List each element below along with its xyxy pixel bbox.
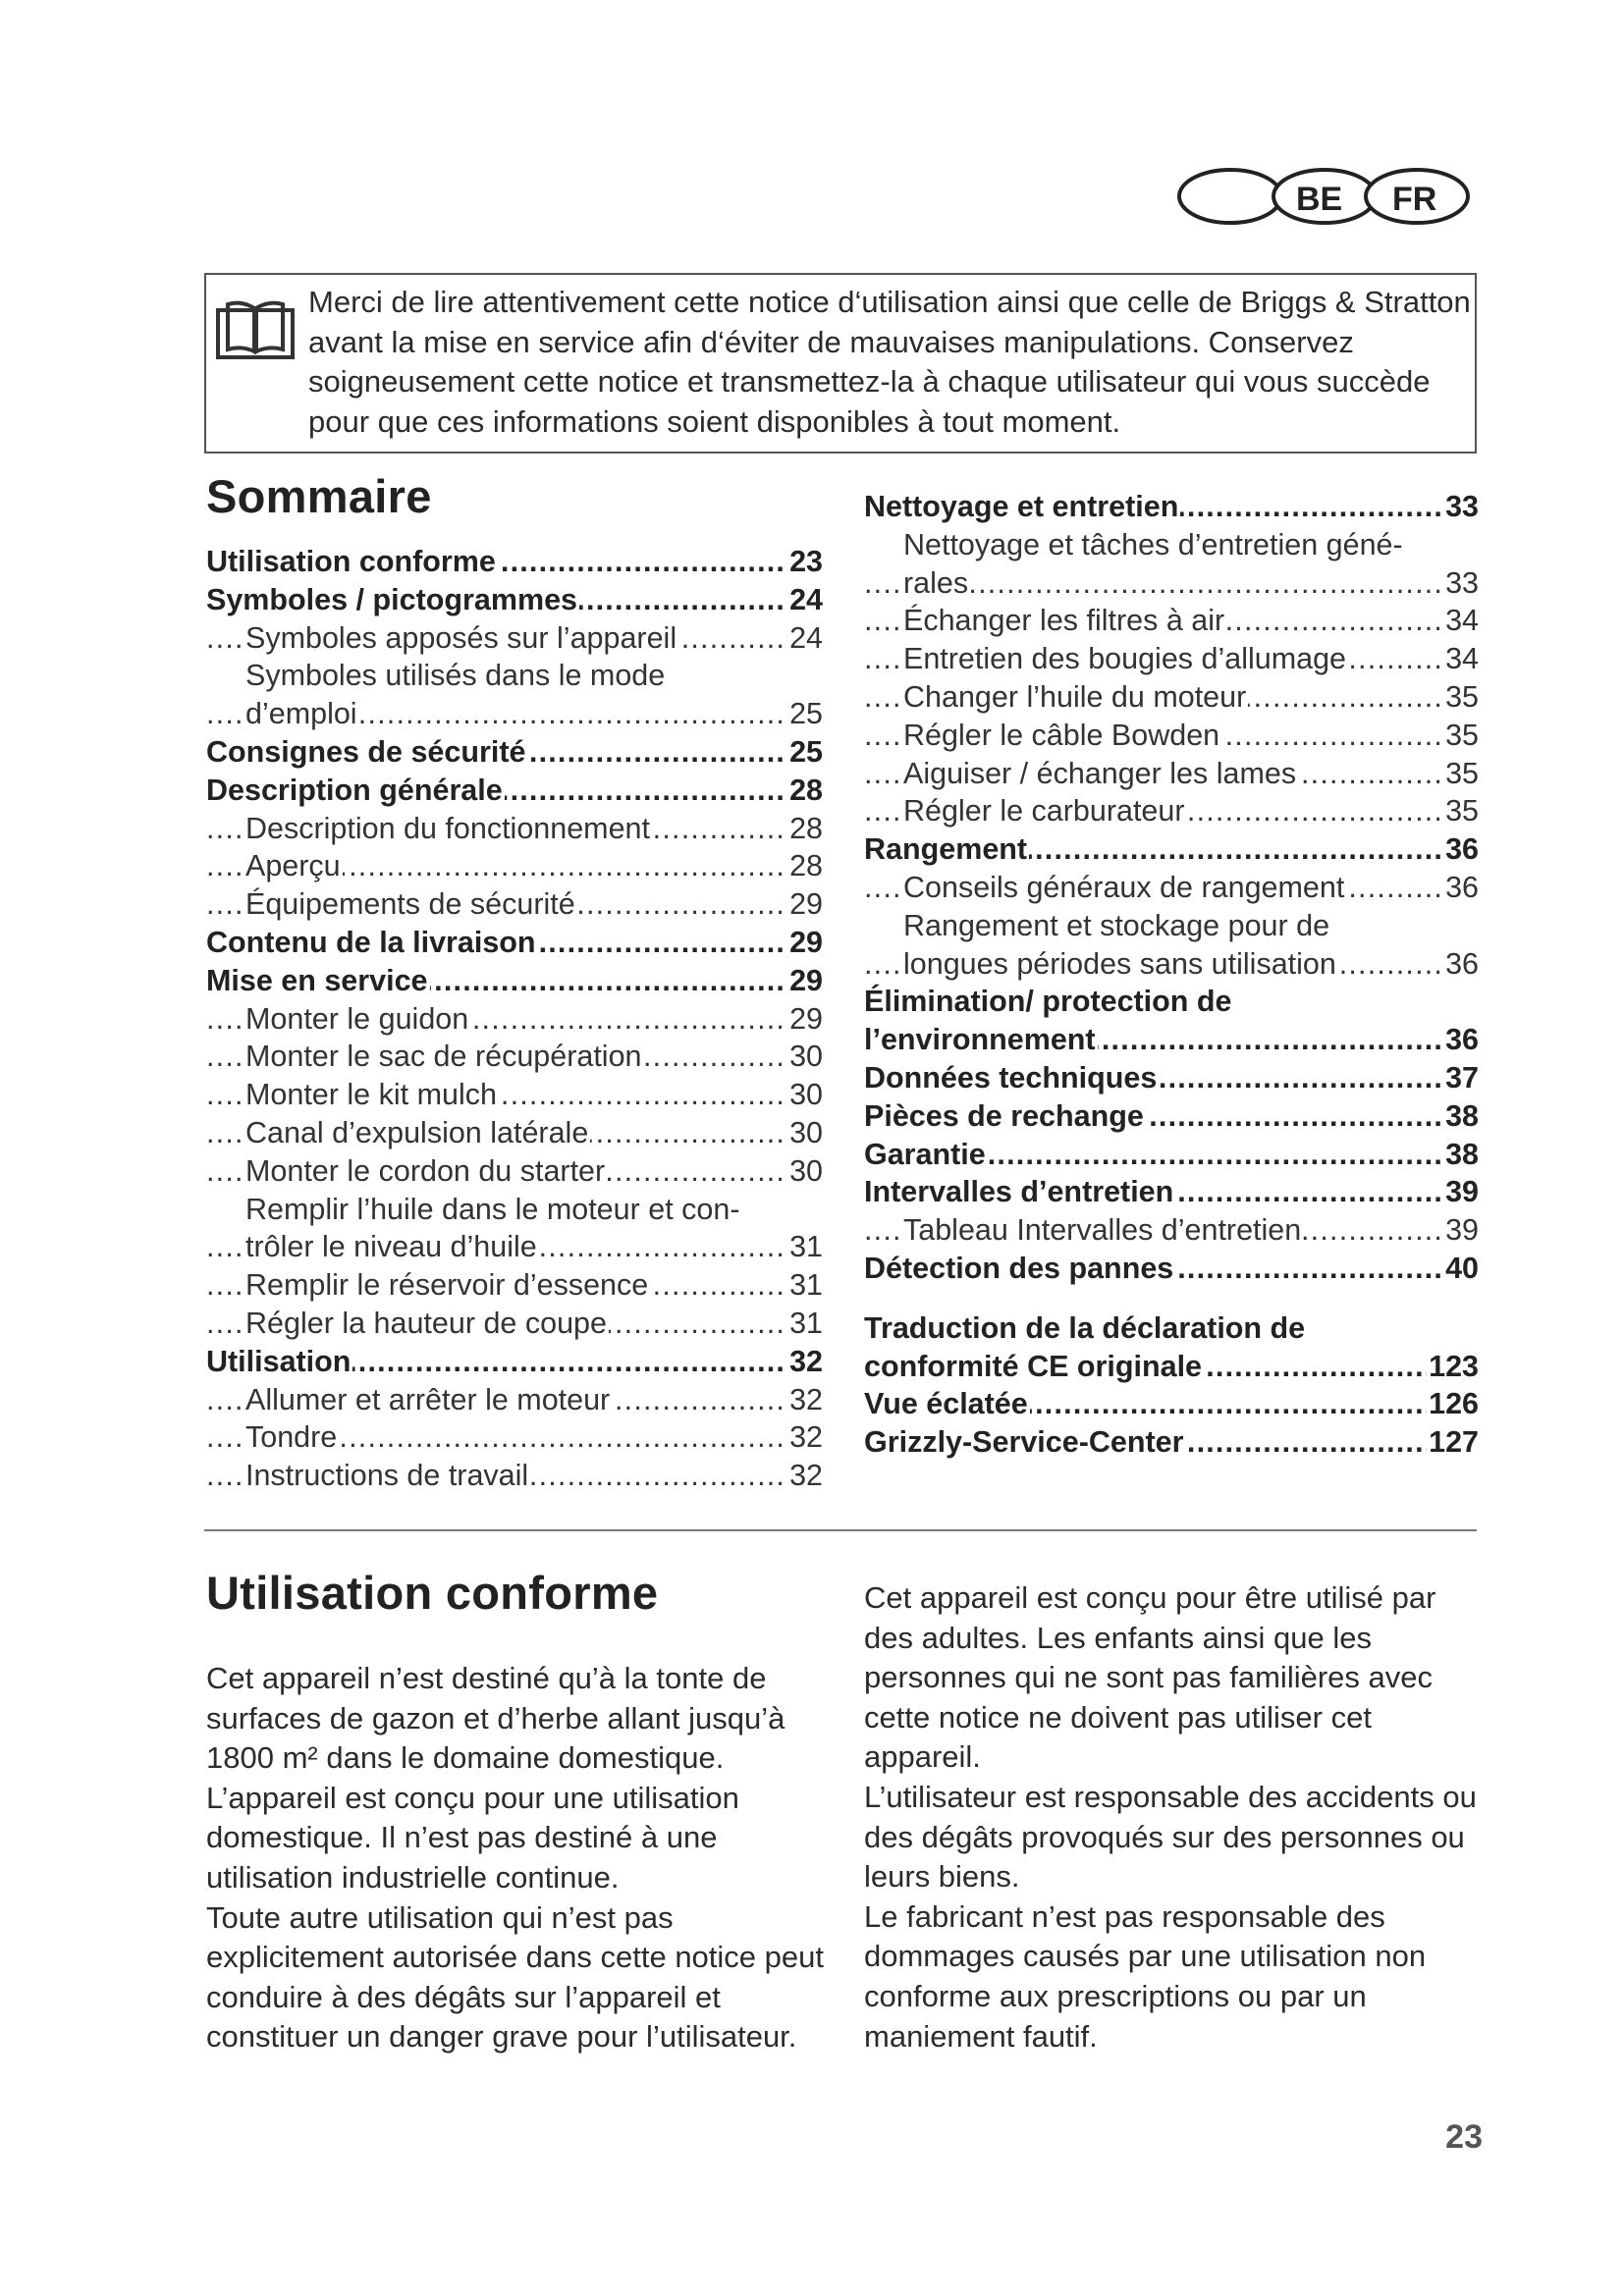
toc-entry[interactable] <box>206 772 823 810</box>
toc-entry-title: l’environnement <box>864 1023 1096 1057</box>
toc-entry-page: 31 <box>787 1305 823 1343</box>
toc-entry[interactable] <box>864 792 1479 830</box>
toc-entry[interactable] <box>206 1228 823 1266</box>
toc-entry-page: 40 <box>1443 1250 1479 1288</box>
badge-be: BE <box>1296 181 1343 218</box>
toc-entry-title: Intervalles d’entretien <box>864 1175 1174 1209</box>
toc-entry-page: 34 <box>1443 602 1479 640</box>
toc-entry[interactable] <box>206 1381 823 1419</box>
toc-entry-page: 36 <box>1443 830 1479 869</box>
toc-entry[interactable] <box>206 1038 823 1076</box>
toc-entry-title: Échanger les filtres à air <box>903 604 1225 638</box>
toc-entry[interactable] <box>864 640 1479 678</box>
toc-title: Sommaire <box>206 470 432 522</box>
toc-entry[interactable] <box>206 1152 823 1191</box>
toc-gap <box>864 1288 1479 1309</box>
toc-entry[interactable] <box>864 1136 1479 1174</box>
toc-entry[interactable] <box>206 962 823 1000</box>
toc-entry-title: Utilisation conforme <box>206 545 496 578</box>
toc-entry-title: conformité CE originale <box>864 1349 1203 1383</box>
toc-entry-title: Tableau Intervalles d’entretien <box>903 1213 1302 1248</box>
section-right-column <box>864 1578 1478 2056</box>
badge-fr: FR <box>1392 181 1437 218</box>
toc-entry-title: Vue éclatée <box>864 1387 1028 1421</box>
toc-entry[interactable] <box>206 1191 823 1229</box>
toc-entry-page: 126 <box>1427 1385 1479 1423</box>
toc-entry-title: Garantie <box>864 1137 986 1171</box>
toc-entry-page: 34 <box>1443 640 1479 678</box>
paragraph: Toute autre utilisation qui n’est pas explicitement autorisée dans cette notice peut conduire à des dégâts sur l’appareil et constituer un danger grave pour l’utilisateur. <box>206 1899 824 2055</box>
toc-entry-page: 29 <box>787 885 823 924</box>
toc-entry-title: Aperçu <box>245 849 341 883</box>
toc-entry[interactable] <box>206 1114 823 1152</box>
toc-entry-page: 33 <box>1443 488 1479 526</box>
toc-entry[interactable] <box>864 1021 1479 1059</box>
toc-entry[interactable] <box>864 869 1479 907</box>
toc-entry-title: Nettoyage et entretien <box>864 490 1179 523</box>
toc-entry[interactable] <box>864 1385 1479 1423</box>
toc-entry-title: Données techniques <box>864 1060 1158 1095</box>
toc-entry[interactable] <box>864 1211 1479 1250</box>
toc-entry-title: Contenu de la livraison <box>206 925 536 959</box>
toc-entry[interactable] <box>864 526 1479 564</box>
toc-entry-title: Monter le kit mulch <box>245 1078 497 1112</box>
toc-entry[interactable] <box>864 488 1479 526</box>
toc-entry-page: 32 <box>787 1343 823 1381</box>
toc-entry-page: 28 <box>787 810 823 848</box>
toc-entry-page: 31 <box>787 1228 823 1266</box>
toc-entry[interactable] <box>206 1457 823 1495</box>
notice-text: Merci de lire attentivement cette notice d‘utilisation ainsi que celle de Briggs & Stratton avant la mise en service afin d‘éviter de mauvaises manipulations. Conservez soigneusement cette notice et transmettez-la à chaque utilisateur qui vous succède pour que ces informations soient disponibles à tout moment. <box>308 285 1471 439</box>
toc-entry-title: Tondre <box>245 1420 338 1455</box>
toc-entry-title: Rangement et stockage pour de <box>903 908 1330 942</box>
toc-entry[interactable] <box>206 1266 823 1305</box>
toc-entry[interactable] <box>206 1076 823 1114</box>
toc-left-column <box>206 543 823 1495</box>
paragraph: Cet appareil n’est destiné qu’à la tonte de surfaces de gazon et d’herbe allant jusqu’à 1800 m² dans le domaine domestique. L’appareil est conçu pour une utilisation domestique. Il n’est pas destiné à une utilisation industrielle continue. <box>206 1661 785 1895</box>
toc-entry-page: 36 <box>1443 1021 1479 1059</box>
toc-entry-title: Détection des pannes <box>864 1251 1174 1285</box>
toc-entry-title: Entretien des bougies d’allumage <box>903 642 1347 676</box>
toc-entry-page: 28 <box>787 847 823 885</box>
toc-entry-page: 32 <box>787 1381 823 1419</box>
toc-entry[interactable] <box>864 717 1479 755</box>
paragraph: Le fabricant n’est pas responsable des dommages causés par une utilisation non conforme aux prescriptions ou par un maniement fautif. <box>864 1898 1427 2054</box>
toc-entry-page: 36 <box>1443 869 1479 907</box>
toc-entry[interactable] <box>206 657 823 695</box>
toc-entry-title: Remplir le réservoir d’essence <box>245 1268 649 1303</box>
toc-entry-page: 32 <box>787 1457 823 1495</box>
toc-entry-title: Canal d’expulsion latérale <box>245 1115 589 1149</box>
toc-entry-title: Traduction de la déclaration de <box>864 1310 1306 1345</box>
toc-entry-page: 29 <box>787 962 823 1000</box>
toc-entry-page: 24 <box>787 581 823 619</box>
toc-entry[interactable] <box>864 1348 1479 1386</box>
toc-right-column <box>864 488 1479 1462</box>
toc-entry-page: 38 <box>1443 1136 1479 1174</box>
toc-entry[interactable] <box>206 1305 823 1343</box>
toc-entry-title: Instructions de travail <box>245 1459 529 1493</box>
section-title: Utilisation conforme <box>206 1567 659 1619</box>
toc-entry-title: Régler le câble Bowden <box>903 718 1220 752</box>
toc-entry[interactable] <box>864 945 1479 984</box>
toc-entry[interactable] <box>864 678 1479 717</box>
toc-entry-title: Monter le cordon du starter <box>245 1153 606 1188</box>
toc-entry[interactable] <box>864 1059 1479 1097</box>
toc-entry-page: 39 <box>1443 1173 1479 1211</box>
toc-entry-title: Description du fonctionnement <box>245 811 650 845</box>
toc-entry-title: Régler la hauteur de coupe <box>245 1306 607 1340</box>
toc-entry-title: Changer l’huile du moteur <box>903 679 1247 714</box>
toc-entry-page: 28 <box>787 772 823 810</box>
toc-entry[interactable] <box>864 1309 1479 1348</box>
toc-entry[interactable] <box>206 885 823 924</box>
toc-entry-title: Symboles apposés sur l’appareil <box>245 620 677 655</box>
toc-entry-title: Symboles utilisés dans le mode <box>245 659 666 693</box>
toc-entry-title: Élimination/ protection de <box>864 985 1232 1019</box>
toc-entry-page: 29 <box>787 1000 823 1039</box>
book-icon <box>214 298 297 361</box>
toc-entry-page: 32 <box>787 1418 823 1457</box>
toc-entry-title: Équipements de sécurité <box>245 887 575 922</box>
toc-entry[interactable] <box>206 543 823 581</box>
toc-entry-title: Rangement <box>864 832 1028 867</box>
toc-entry[interactable] <box>206 619 823 658</box>
toc-entry-page: 33 <box>1443 564 1479 603</box>
toc-entry[interactable] <box>206 733 823 772</box>
toc-entry-page: 39 <box>1443 1211 1479 1250</box>
toc-entry-title: Monter le sac de récupération <box>245 1040 642 1074</box>
toc-entry-page: 30 <box>787 1076 823 1114</box>
toc-entry[interactable] <box>864 602 1479 640</box>
toc-entry[interactable] <box>206 1000 823 1039</box>
toc-entry[interactable] <box>864 755 1479 793</box>
toc-entry-title: longues périodes sans utilisation <box>903 946 1336 981</box>
toc-entry-title: Remplir l’huile dans le moteur et con- <box>245 1192 740 1226</box>
toc-entry-title: Monter le guidon <box>245 1001 469 1036</box>
toc-entry-title: Allumer et arrêter le moteur <box>245 1382 611 1416</box>
toc-entry[interactable] <box>206 695 823 733</box>
toc-entry-page: 35 <box>1443 717 1479 755</box>
toc-entry[interactable] <box>864 1423 1479 1462</box>
toc-entry[interactable] <box>864 564 1479 603</box>
toc-entry-title: Conseils généraux de rangement <box>903 870 1345 904</box>
toc-entry[interactable] <box>206 810 823 848</box>
toc-entry[interactable] <box>864 907 1479 945</box>
toc-entry-page: 25 <box>787 733 823 772</box>
toc-entry[interactable] <box>206 924 823 962</box>
toc-entry-page: 37 <box>1443 1059 1479 1097</box>
notice-box <box>204 273 1477 454</box>
toc-entry-page: 23 <box>787 543 823 581</box>
toc-entry-page: 30 <box>787 1114 823 1152</box>
toc-entry-title: Description générale <box>206 773 503 807</box>
toc-entry-page: 127 <box>1427 1423 1479 1462</box>
toc-entry-page: 35 <box>1443 755 1479 793</box>
toc-entry-title: Symboles / pictogrammes <box>206 582 577 616</box>
toc-entry-title: Nettoyage et tâches d’entretien géné- <box>903 527 1403 561</box>
toc-entry[interactable] <box>864 983 1479 1021</box>
section-divider <box>204 1529 1477 1531</box>
toc-entry-title: d’emploi <box>245 697 357 731</box>
toc-entry-page: 30 <box>787 1038 823 1076</box>
toc-entry[interactable] <box>206 847 823 885</box>
toc-entry-title: Régler le carburateur <box>903 794 1185 828</box>
toc-entry-page: 35 <box>1443 792 1479 830</box>
toc-entry[interactable] <box>206 1418 823 1457</box>
toc-entry-page: 29 <box>787 924 823 962</box>
toc-entry[interactable] <box>206 581 823 619</box>
toc-entry-page: 38 <box>1443 1097 1479 1136</box>
toc-entry-title: rales <box>903 565 969 600</box>
toc-entry-page: 31 <box>787 1266 823 1305</box>
toc-entry-title: Aiguiser / échanger les lames <box>903 756 1297 790</box>
toc-entry-page: 35 <box>1443 678 1479 717</box>
toc-entry-page: 30 <box>787 1152 823 1191</box>
toc-entry-title: trôler le niveau d’huile <box>245 1230 537 1264</box>
toc-entry-page: 24 <box>787 619 823 658</box>
toc-entry[interactable] <box>864 1097 1479 1136</box>
country-badges <box>1173 165 1488 236</box>
toc-entry[interactable] <box>206 1343 823 1381</box>
toc-entry-page: 36 <box>1443 945 1479 984</box>
toc-entry-page: 123 <box>1427 1348 1479 1386</box>
toc-entry-page: 25 <box>787 695 823 733</box>
toc-entry-title: Mise en service <box>206 963 428 997</box>
section-left-column <box>206 1659 835 2057</box>
toc-entry[interactable] <box>864 830 1479 869</box>
toc-entry-title: Pièces de rechange <box>864 1098 1144 1133</box>
toc-entry-title: Grizzly-Service-Center <box>864 1425 1184 1460</box>
paragraph: Cet appareil est conçu pour être utilisé par des adultes. Les enfants ainsi que les personnes qui ne sont pas familières avec cette notice ne doivent pas utiliser cet appareil. <box>864 1580 1436 1775</box>
page-number: 23 <box>1445 2118 1483 2156</box>
toc-entry[interactable] <box>864 1173 1479 1211</box>
toc-entry-title: Consignes de sécurité <box>206 734 526 769</box>
paragraph: L’utilisateur est responsable des accidents ou des dégâts provoqués sur des personnes ou leurs biens. <box>864 1779 1477 1895</box>
toc-entry[interactable] <box>864 1250 1479 1288</box>
toc-entry-title: Utilisation <box>206 1344 352 1378</box>
